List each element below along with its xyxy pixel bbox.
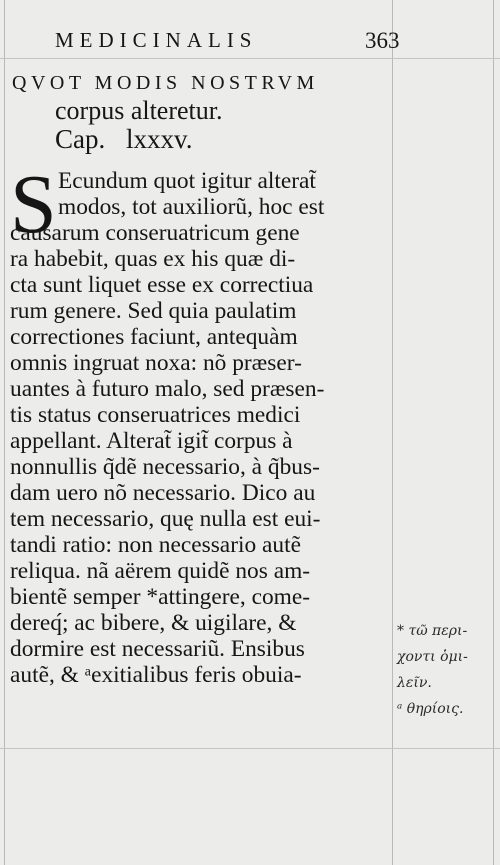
text-line: omnis ingruat noxa: nõ præser- (10, 350, 302, 376)
text-line: dereq́; ac bibere, & uigilare, & (10, 610, 297, 636)
text-line: Ecundum quot igitur alterat̃ (58, 168, 316, 194)
text-line: uantes à futuro malo, sed præsen- (10, 376, 325, 402)
margin-rule-line (392, 0, 393, 865)
text-line: dam uero nõ necessario. Dico au (10, 480, 316, 506)
text-line: modos, tot auxiliorũ, hoc est (58, 194, 325, 220)
drop-cap: S (10, 158, 57, 251)
marginal-note-line: * τῶ περι- (397, 623, 468, 639)
text-line: rum genere. Sed quia paulatim (10, 298, 297, 324)
text-line: appellant. Alterat̃ igit̃ corpus à (10, 428, 293, 454)
text-line: ra habebit, quas ex his quæ di- (10, 246, 296, 272)
page-edge-line (4, 0, 5, 865)
marginal-note-line: χοντι ὁμι- (397, 649, 468, 665)
chapter-title-line-2: corpus alteretur. (55, 96, 223, 125)
page-number: 363 (365, 28, 400, 53)
marginal-note (397, 618, 497, 722)
chapter-number: Cap. lxxxv. (55, 124, 193, 154)
body-text (10, 158, 390, 688)
text-line: nonnullis q̃dẽ necessario, à q̃bus- (10, 454, 320, 480)
text-line: cta sunt liquet esse ex correctiua (10, 272, 314, 298)
marginal-note-line: λεῖν. (397, 675, 432, 691)
text-line: tandi ratio: non necessario autẽ (10, 532, 301, 558)
text-line: tem necessario, quę nulla est eui- (10, 506, 321, 532)
marginal-note-line: ᵃ θηρίοις. (397, 701, 464, 717)
text-line: tis status conseruatrices medici (10, 402, 301, 428)
text-line: causarum conseruatricum gene (10, 220, 300, 246)
running-title: MEDICINALIS (55, 28, 258, 52)
page-edge-line (493, 0, 494, 865)
text-line: correctiones faciunt, antequàm (10, 324, 298, 350)
header-rule-line (0, 58, 500, 59)
text-line: autẽ, & ᵃexitialibus feris obuia- (10, 662, 302, 688)
text-line: dormire est necessariũ. Ensibus (10, 636, 305, 662)
text-line: bientẽ semper *attingere, come- (10, 584, 311, 610)
footer-rule-line (0, 748, 500, 749)
chapter-title-line-1: QVOT MODIS NOSTRVM (12, 72, 319, 94)
text-line: reliqua. nã aërem quidẽ nos am- (10, 558, 311, 584)
